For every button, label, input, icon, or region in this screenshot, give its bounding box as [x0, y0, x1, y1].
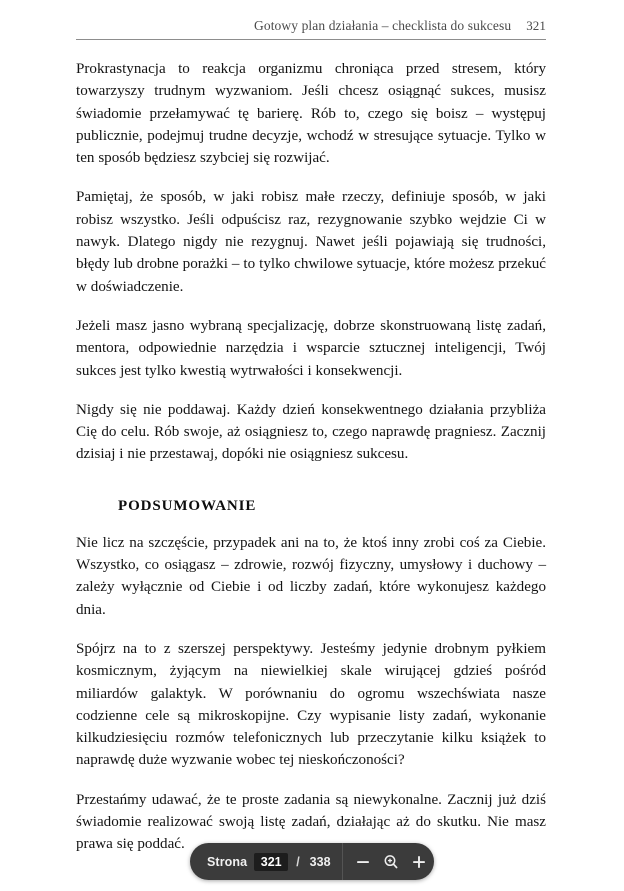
zoom-controls-group — [343, 843, 439, 880]
body-paragraph-1: Prokrastynacja to reakcja organizmu chroniąca przed stresem, który towarzyszy trudnym wyzwaniom. Jeśli chcesz osiągnąć sukces, musisz świadomie przełamywać tę barierę. Rób to, czego się boisz – występuj publicznie, podejmuj trudne decyzje, wchodź w stresujące sytuacje. Tylko w ten sposób będziesz szybciej się rozwijać. — [76, 61, 546, 167]
pdf-viewer-toolbar — [190, 843, 434, 880]
current-page-input[interactable]: 321 — [254, 853, 288, 871]
magnifier-plus-icon — [382, 853, 400, 871]
body-paragraph-4: Nigdy się nie poddawaj. Każdy dzień konsekwentnego działania przybliża Cię do celu. Rób swoje, aż osiągniesz to, czego naprawdę pragniesz. Zacznij dzisiaj i nie przestawaj, dopóki nie osiągniesz sukcesu. — [76, 401, 546, 463]
total-pages-label: 338 — [309, 854, 331, 869]
body-paragraph-3: Jeżeli masz jasno wybraną specjalizację, dobrze skonstruowaną listę zadań, mentora, odpowiednie narzędzia i wsparcie sztucznej inteligencji, Twój sukces jest tylko kwestią wytrwałości i konsekwencji. — [76, 317, 546, 379]
zoom-level-button[interactable] — [377, 848, 405, 876]
body-paragraph-7: Przestańmy udawać, że te proste zadania są niewykonalne. Zacznij już dziś świadomie realizować swoją listę zadań, działając aż do skutku. Nie masz prawa się poddać. — [76, 791, 546, 853]
section-heading-podsumowanie: PODSUMOWANIE — [118, 497, 257, 514]
running-header — [76, 18, 546, 39]
minus-icon — [354, 853, 372, 871]
plus-icon — [410, 853, 428, 871]
page-label: Strona — [207, 854, 248, 869]
zoom-in-button[interactable] — [405, 848, 433, 876]
body-paragraph-6: Spójrz na to z szerszej perspektywy. Jesteśmy jedynie drobnym pyłkiem kosmicznym, żyjącym na niewielkiej skale wirującej gdzieś pośród miliardów galaktyk. W porównaniu do ogromu wszechświata nasze codzienne cele są mikroskopijne. Czy wypisanie listy zadań, wykonanie kilkudziesięciu rozmów telefonicznych lub przeczytanie kilku książek to naprawdę duże wyzwanie wobec tej nieskończoności? — [76, 640, 546, 769]
page-separator: / — [296, 854, 300, 869]
running-header-title: Gotowy plan działania – checklista do sukcesu — [254, 18, 512, 33]
zoom-out-button[interactable] — [349, 848, 377, 876]
page-folio-number: 321 — [526, 18, 546, 33]
page-navigation-group — [190, 843, 342, 880]
header-rule — [76, 39, 546, 40]
body-paragraph-5: Nie licz na szczęście, przypadek ani na to, że ktoś inny zrobi coś za Ciebie. Wszystko, co osiągasz – zdrowie, rozwój fizyczny, umysłowy i duchowy – zależy wyłącznie od Ciebie i od liczby zadań, które wykonujesz każdego dnia. — [76, 534, 546, 618]
page-content — [76, 18, 546, 856]
body-paragraph-2: Pamiętaj, że sposób, w jaki robisz małe rzeczy, definiuje sposób, w jaki robisz wszystko. Jeśli odpuścisz raz, rezygnowanie szybko wejdzie Ci w nawyk. Dlatego nigdy nie rezygnuj. Nawet jeśli pojawiają się trudności, błędy lub drobne porażki – to tylko chwilowe sytuacje, które możesz przekuć w doświadczenie. — [76, 189, 546, 295]
